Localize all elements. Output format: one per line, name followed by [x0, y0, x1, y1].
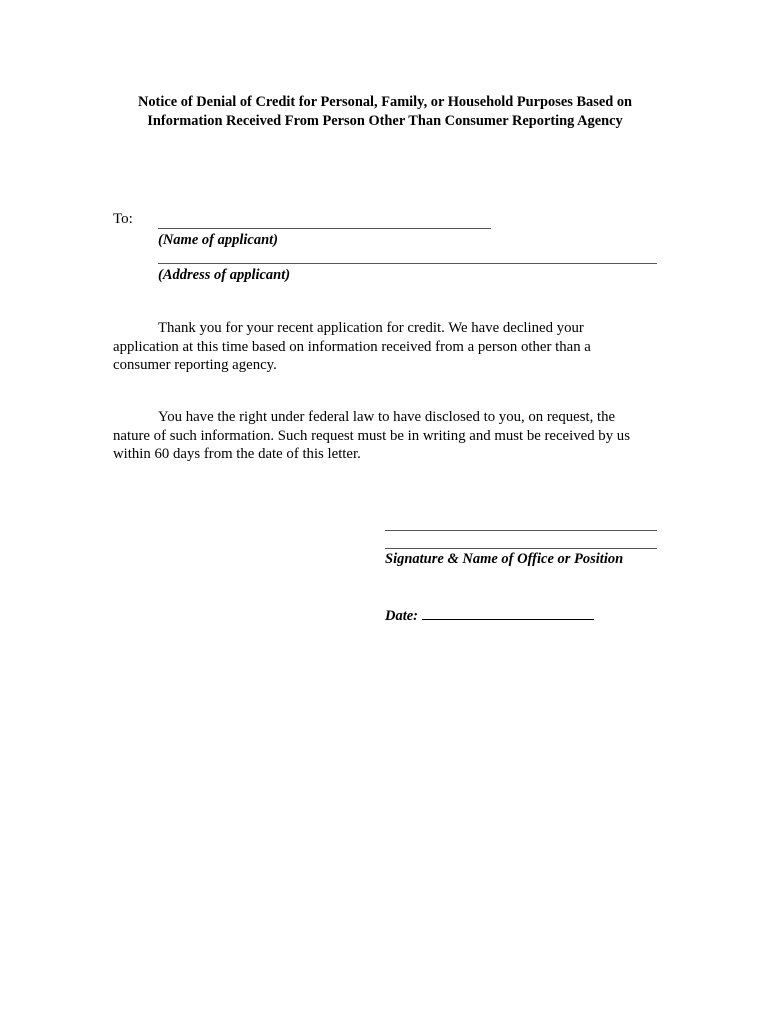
paragraph-rights: [113, 408, 673, 464]
paragraph-line: within 60 days from the date of this letter.: [113, 446, 361, 462]
title-line-1: Notice of Denial of Credit for Personal, Family, or Household Purposes Based on: [137, 94, 633, 110]
applicant-address-line[interactable]: [158, 263, 657, 264]
date-row: [385, 605, 594, 625]
to-label: To:: [113, 211, 133, 227]
signature-label: Signature & Name of Office or Position: [385, 551, 624, 567]
date-label: Date:: [385, 608, 419, 624]
signature-line[interactable]: [385, 530, 657, 531]
paragraph-decline: [113, 319, 673, 375]
name-position-line[interactable]: [385, 548, 657, 549]
paragraph-line: consumer reporting agency.: [113, 357, 277, 373]
document-title: [60, 93, 710, 131]
applicant-address-label: (Address of applicant): [158, 267, 291, 283]
applicant-name-label: (Name of applicant): [158, 232, 279, 248]
applicant-name-line[interactable]: [158, 228, 491, 229]
paragraph-line: application at this time based on information received from a person other than a: [113, 338, 591, 355]
paragraph-line: nature of such information. Such request must be in writing and must be received by us: [113, 427, 630, 444]
date-field-line[interactable]: [422, 605, 594, 620]
title-line-2: Information Received From Person Other Than Consumer Reporting Agency: [147, 113, 623, 129]
paragraph-line: You have the right under federal law to have disclosed to you, on request, the: [158, 409, 616, 425]
paragraph-line: Thank you for your recent application for credit. We have declined your: [158, 320, 584, 336]
